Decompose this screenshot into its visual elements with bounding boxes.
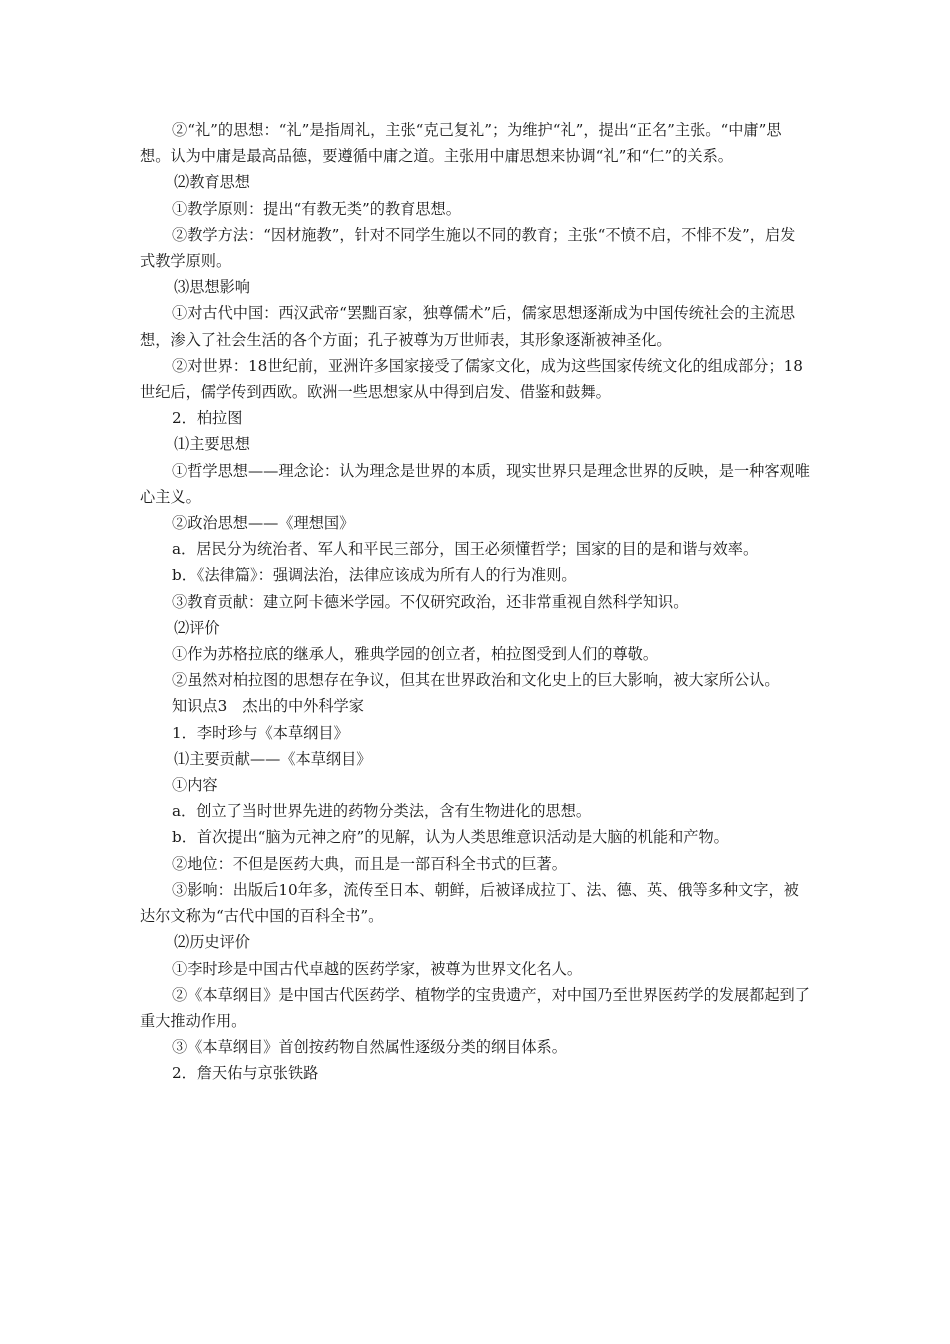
paragraph-evaluation-2: ②虽然对柏拉图的思想存在争议，但其在世界政治和文化史上的巨大影响，被大家所公认。	[172, 671, 780, 690]
paragraph-politics-b: b．《法律篇》：强调法治，法律应该成为所有人的行为准则。	[172, 566, 577, 585]
heading-historical-evaluation: ⑵历史评价	[174, 933, 250, 952]
heading-education-thought: ⑵教育思想	[174, 173, 250, 192]
paragraph-teaching-method: ②教学方法：“因材施教”，针对不同学生施以不同的教育；主张“不愤不启，不悱不发”，启发式教学原则。	[140, 225, 796, 271]
paragraph-historical-1: ①李时珍是中国古代卓越的医药学家，被尊为世界文化名人。	[172, 959, 583, 978]
heading-li-shizhen: 1．李时珍与《本草纲目》	[172, 723, 349, 742]
heading-thought-influence: ⑶思想影响	[174, 278, 250, 297]
paragraph-education-contribution: ③教育贡献：建立阿卡德米学园。不仅研究政治，还非常重视自然科学知识。	[172, 592, 689, 611]
heading-main-thought: ⑴主要思想	[174, 435, 250, 454]
paragraph-status: ②地位：不但是医药大典，而且是一部百科全书式的巨著。	[172, 854, 567, 873]
heading-knowledge-point-3: 知识点3 杰出的中外科学家	[172, 697, 364, 716]
paragraph-influence-china: ①对古代中国：西汉武帝“罢黜百家，独尊儒术”后，儒家思想逐渐成为中国传统社会的主流思想，渗入了社会生活的各个方面；孔子被尊为万世师表，其形象逐渐被神圣化。	[140, 304, 796, 349]
heading-main-contribution: ⑴主要贡献——《本草纲目》	[174, 749, 372, 768]
paragraph-influence-world: ②对世界：18世纪前，亚洲许多国家接受了儒家文化，成为这些国家传统文化的组成部分；18世纪后，儒学传到西欧。欧洲一些思想家从中得到启发、借鉴和鼓舞。	[140, 356, 803, 402]
paragraph-philosophy: ①哲学思想——理念论：认为理念是世界的本质，现实世界只是理念世界的反映，是一种客观唯心主义。	[140, 461, 810, 506]
paragraph-influence: ③影响：出版后10年多，流传至日本、朝鲜，后被译成拉丁、法、德、英、俄等多种文字，被达尔文称为“古代中国的百科全书”。	[140, 880, 799, 926]
paragraph-content-b: b．首次提出“脑为元神之府”的见解，认为人类思维意识活动是大脑的机能和产物。	[172, 828, 729, 847]
paragraph-historical-2: ②《本草纲目》是中国古代医药学、植物学的宝贵遗产，对中国乃至世界医药学的发展都起到了重大推动作用。	[140, 985, 810, 1030]
paragraph-evaluation-1: ①作为苏格拉底的继承人，雅典学园的创立者，柏拉图受到人们的尊敬。	[172, 645, 658, 664]
heading-plato: 2．柏拉图	[172, 409, 243, 428]
heading-zhan-tianyou: 2．詹天佑与京张铁路	[172, 1064, 319, 1083]
paragraph-historical-3: ③《本草纲目》首创按药物自然属性逐级分类的纲目体系。	[172, 1038, 567, 1057]
heading-content: ①内容	[172, 776, 218, 795]
heading-evaluation: ⑵评价	[174, 618, 220, 637]
paragraph-politics-a: a．居民分为统治者、军人和平民三部分，国王必须懂哲学；国家的目的是和谐与效率。	[172, 540, 759, 559]
paragraph-teaching-principle: ①教学原则：提出“有教无类”的教育思想。	[172, 199, 461, 218]
paragraph-li-thought: ②“礼”的思想：“礼”是指周礼，主张“克己复礼”；为维护“礼”，提出“正名”主张。“中庸”思想。认为中庸是最高品德，要遵循中庸之道。主张用中庸思想来协调“礼”和“仁”的关系。	[140, 121, 782, 166]
paragraph-politics: ②政治思想——《理想国》	[172, 514, 355, 533]
paragraph-content-a: a．创立了当时世界先进的药物分类法，含有生物进化的思想。	[172, 802, 592, 821]
document-body	[140, 117, 810, 1087]
